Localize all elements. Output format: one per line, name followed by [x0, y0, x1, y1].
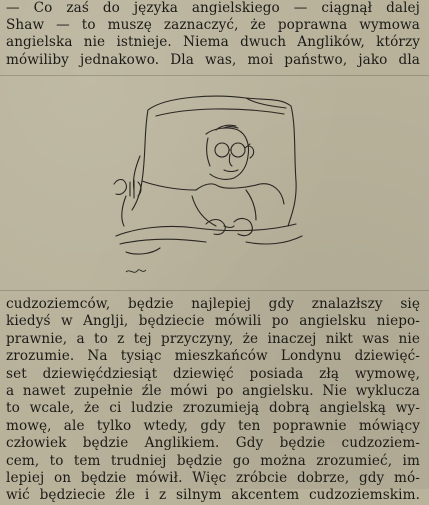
text-line: cem, to tem trudniej będzie go można zrozumieć, im [6, 452, 420, 469]
divider [0, 75, 429, 76]
text-line: mowę, ale tylko wtedy, gdy ten poprawnie mówiący [6, 417, 420, 434]
text-line: to wcale, że ci ludzie zrozumieją dobrą angielską wy- [6, 400, 420, 417]
article-text-top [6, 0, 420, 69]
text-line: angielska nie istnieje. Niema dwuch Anglików, którzy [6, 34, 420, 51]
divider [0, 290, 429, 291]
article-text-bottom [6, 296, 420, 505]
text-line: prawnie, a to z tej przyczyny, że inaczej nikt was nie [6, 330, 420, 347]
text-line: — Co zaś do języka angielskiego — ciągnął dalej [6, 0, 420, 16]
caricature-sketch-icon [96, 86, 312, 282]
text-line: lepiej on będzie mówił. Więc zróbcie dobrze, gdy mó- [6, 470, 420, 487]
text-line: Shaw — to muszę zaznaczyć, że poprawna wymowa [6, 17, 420, 34]
text-line: człowiek będzie Anglikiem. Gdy będzie cudzoziem- [6, 435, 420, 452]
text-line: set dziewięćdziesiąt dziewięć posiada złą wymowę, [6, 365, 420, 382]
text-line: a nawet zupełnie źle mówi po angielsku. Nie wyklucza [6, 383, 420, 400]
text-line: zrozumie. Na tysiąc mieszkańców Londynu dziewięć- [6, 348, 420, 365]
text-line: mówiliby jednakowo. Dla was, moi państwo, jako dla [6, 51, 420, 68]
text-line: kiedyś w Anglji, będziecie mówili po angielsku niepo- [6, 313, 420, 330]
text-line: cudzoziemców, będzie najlepiej gdy znalazłszy się [6, 296, 420, 312]
text-line: wić będziecie źle i z silnym akcentem cudzoziemskim. [6, 487, 420, 504]
